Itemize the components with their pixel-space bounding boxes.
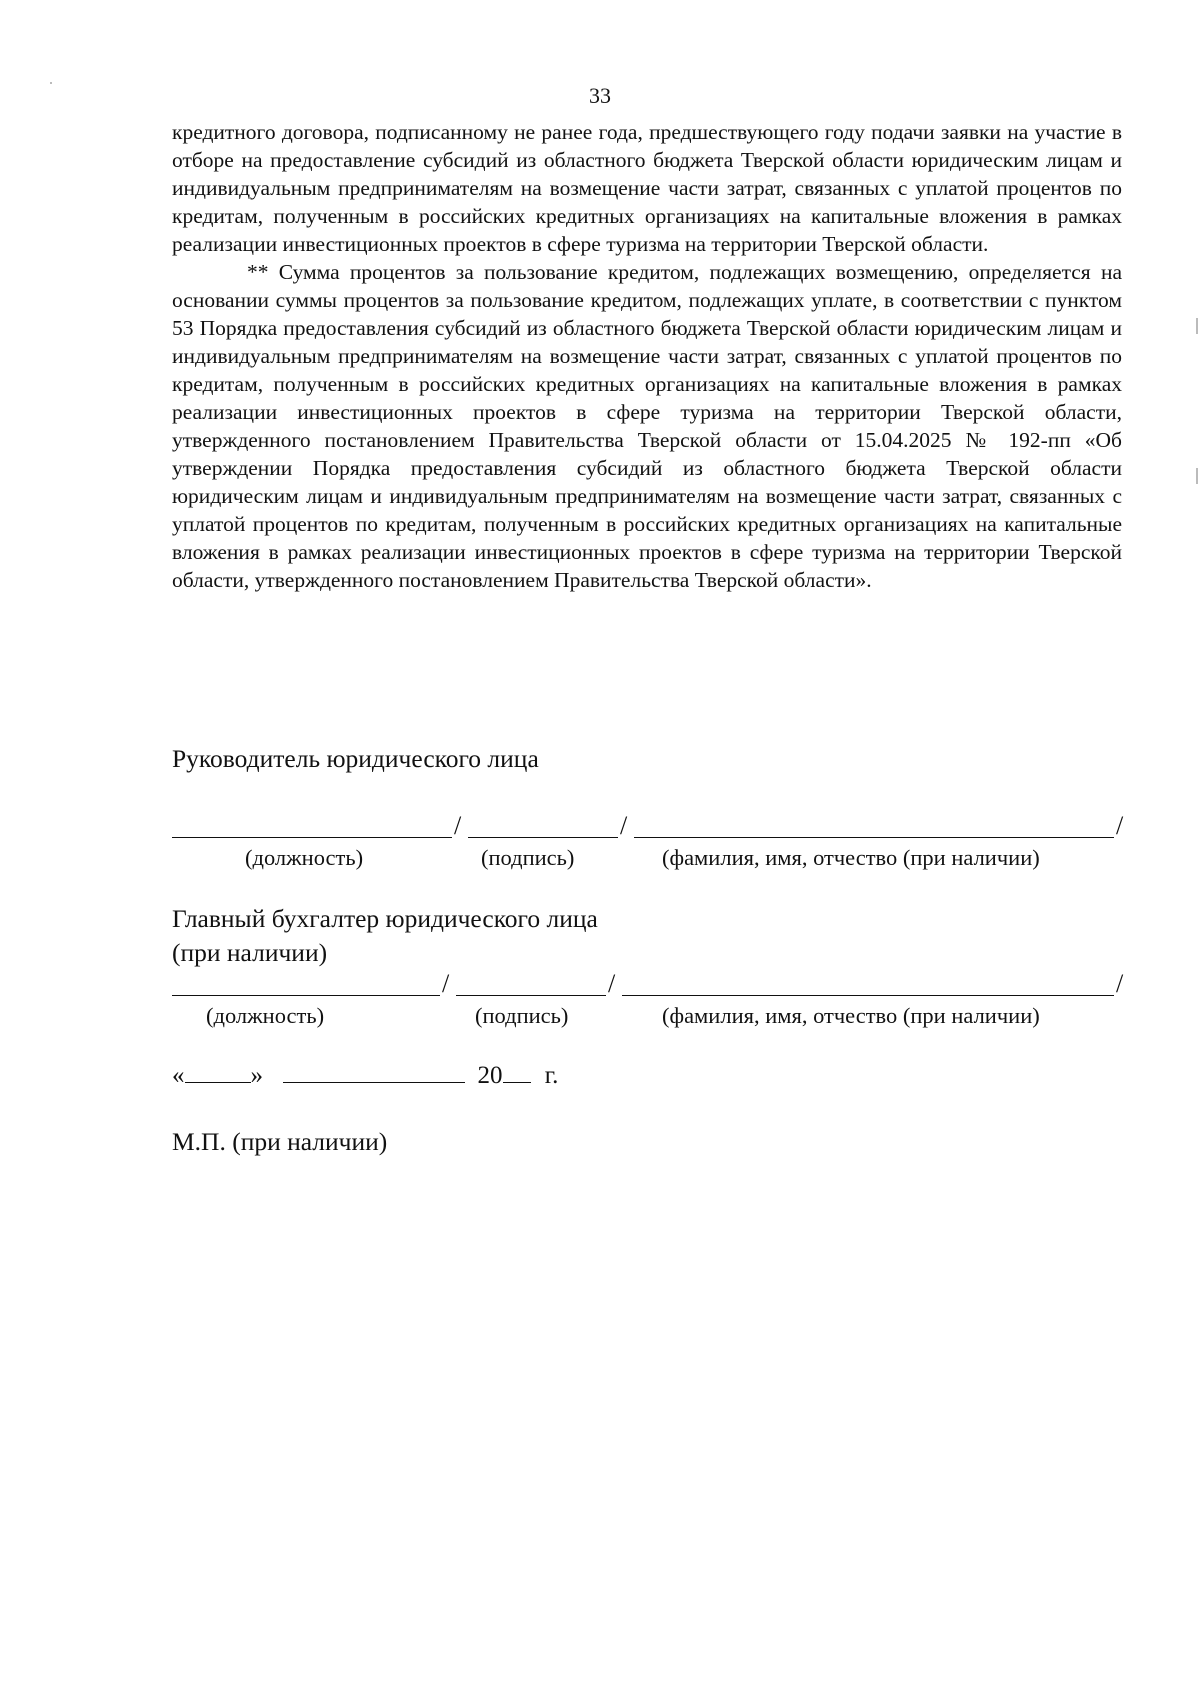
position-blank — [172, 995, 440, 996]
head-signature-line — [172, 812, 1122, 842]
position-blank — [172, 837, 452, 838]
separator-slash: / — [620, 811, 628, 840]
open-quote: « — [172, 1062, 185, 1089]
accountant-signature-title: Главный бухгалтер юридического лица — [172, 904, 598, 933]
separator-slash: / — [454, 811, 462, 840]
accountant-signature-note: (при наличии) — [172, 938, 328, 967]
signature-blank — [468, 837, 618, 838]
separator-slash: / — [1116, 811, 1124, 840]
caption-signature: (подпись) — [481, 845, 575, 870]
scan-mark — [1196, 318, 1198, 334]
caption-position: (должность) — [245, 845, 364, 870]
scan-mark — [1196, 468, 1198, 484]
date-line — [172, 1058, 558, 1092]
stamp-label: М.П. (при наличии) — [172, 1127, 388, 1156]
year-blank — [503, 1058, 531, 1083]
name-blank — [622, 995, 1114, 996]
month-blank — [283, 1058, 465, 1083]
scan-mark — [50, 82, 52, 84]
name-blank — [634, 837, 1114, 838]
caption-name: (фамилия, имя, отчество (при наличии) — [662, 1003, 1040, 1028]
accountant-signature-line — [172, 970, 1122, 1000]
separator-slash: / — [1116, 969, 1124, 998]
caption-signature: (подпись) — [475, 1003, 569, 1028]
paragraph-footnote: ** Сумма процентов за пользование кредитом, подлежащих возмещению, определяется на основании суммы процентов за пользование кредитом, подлежащих уплате, в соответствии с пунктом 53 Порядка предоставления субсидий из областного бюджета Тверской области юридическим лицам и индивидуальным предпринимателям на возмещение части затрат, связанных с уплатой процентов по кредитам, полученным в российских кредитных организациях на капитальные вложения в рамках реализации инвестиционных проектов в сфере туризма на территории Тверской области, утвержденного постановлением Правительства Тверской области от 15.04.2025 № 192-пп «Об утверждении Порядка предоставления субсидий из областного бюджета Тверской области юридическим лицам и индивидуальным предпринимателям на возмещение части затрат, связанных с уплатой процентов по кредитам, полученным в российских кредитных организациях на капитальные вложения в рамках реализации инвестиционных проектов в сфере туризма на территории Тверской области, утвержденного постановлением Правительства Тверской области». — [172, 260, 1122, 592]
caption-position: (должность) — [206, 1003, 325, 1028]
year-suffix: г. — [544, 1062, 559, 1089]
close-quote: » — [250, 1062, 263, 1089]
head-signature-title: Руководитель юридического лица — [172, 744, 539, 773]
year-prefix: 20 — [477, 1062, 503, 1089]
page-number: 33 — [589, 83, 611, 108]
day-blank — [185, 1058, 251, 1083]
separator-slash: / — [608, 969, 616, 998]
caption-name: (фамилия, имя, отчество (при наличии) — [662, 845, 1040, 870]
paragraph-continuation: кредитного договора, подписанному не ранее года, предшествующего году подачи заявки на участие в отборе на предоставление субсидий из областного бюджета Тверской области юридическим лицам и индивидуальным предпринимателям на возмещение части затрат, связанных с уплатой процентов по кредитам, полученным в российских кредитных организациях на капитальные вложения в рамках реализации инвестиционных проектов в сфере туризма на территории Тверской области. — [172, 120, 1122, 256]
body-text — [172, 118, 1122, 594]
signature-blank — [456, 995, 606, 996]
separator-slash: / — [442, 969, 450, 998]
